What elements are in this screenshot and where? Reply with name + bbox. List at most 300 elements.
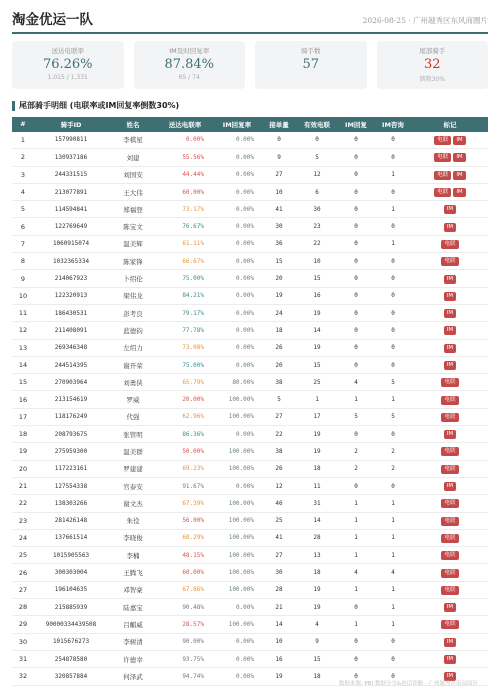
table-cell: 0 bbox=[374, 253, 412, 270]
table-cell: 0 bbox=[338, 599, 374, 616]
table-row bbox=[12, 287, 488, 304]
tail-rider-table bbox=[12, 117, 488, 686]
table-cell: 27 bbox=[262, 166, 296, 183]
table-cell: 9 bbox=[262, 149, 296, 166]
kpi-value: 32 bbox=[423, 56, 441, 72]
table-cell: 20.00% bbox=[158, 391, 212, 408]
table-cell: 16 bbox=[262, 650, 296, 667]
flag-badge: 电联 bbox=[441, 586, 458, 595]
table-cell: 48.15% bbox=[158, 547, 212, 564]
table-cell: 10 bbox=[262, 183, 296, 200]
table-cell: 18 bbox=[296, 460, 338, 477]
table-cell: 郑福登 bbox=[108, 201, 158, 218]
kpi-card-call-rate bbox=[12, 41, 124, 89]
table-cell: 41 bbox=[262, 529, 296, 546]
tag-cell bbox=[412, 391, 488, 408]
table-cell: 0.00% bbox=[212, 426, 262, 443]
table-cell: 陆嘉宝 bbox=[108, 599, 158, 616]
table-cell: 0 bbox=[338, 132, 374, 149]
table-cell: 张管明 bbox=[108, 426, 158, 443]
column-header: # bbox=[20, 120, 26, 128]
table-row bbox=[12, 304, 488, 321]
tag-cell bbox=[412, 253, 488, 270]
table-cell: 76.67% bbox=[158, 218, 212, 235]
tag-cell bbox=[412, 633, 488, 650]
table-row bbox=[12, 391, 488, 408]
table-cell: 14 bbox=[12, 356, 34, 373]
table-row bbox=[12, 339, 488, 356]
flag-badge: IM bbox=[453, 136, 465, 145]
table-cell: 23 bbox=[296, 218, 338, 235]
table-cell: 30 bbox=[296, 201, 338, 218]
table-cell: 13 bbox=[296, 547, 338, 564]
flag-badge: IM bbox=[453, 153, 465, 162]
table-cell: 0 bbox=[262, 132, 296, 149]
table-cell: 0 bbox=[338, 218, 374, 235]
tag-cell bbox=[412, 529, 488, 546]
table-cell: 55.56% bbox=[158, 149, 212, 166]
table-cell: 0 bbox=[338, 650, 374, 667]
table-cell: 0 bbox=[338, 356, 374, 373]
table-cell: 陈家锋 bbox=[108, 253, 158, 270]
tag-cell bbox=[412, 374, 488, 391]
flag-badge: IM bbox=[444, 638, 456, 647]
table-cell: 1 bbox=[374, 581, 412, 598]
table-cell: 0 bbox=[374, 304, 412, 321]
table-cell: 56.00% bbox=[158, 512, 212, 529]
table-cell: 6 bbox=[296, 183, 338, 200]
table-cell: 24 bbox=[12, 529, 34, 546]
tag-cell bbox=[412, 183, 488, 200]
table-row bbox=[12, 581, 488, 598]
table-cell: 26 bbox=[12, 564, 34, 581]
table-cell: 0 bbox=[374, 132, 412, 149]
table-cell: 11 bbox=[12, 304, 34, 321]
tag-cell bbox=[412, 304, 488, 321]
table-cell: 28 bbox=[262, 581, 296, 598]
table-cell: 1 bbox=[374, 529, 412, 546]
table-cell: 244331515 bbox=[34, 166, 108, 183]
table-cell: 79.17% bbox=[158, 304, 212, 321]
table-cell: 60.00% bbox=[158, 564, 212, 581]
table-cell: 0 bbox=[338, 668, 374, 685]
table-cell: 26 bbox=[262, 460, 296, 477]
table-cell: 19 bbox=[296, 599, 338, 616]
table-cell: 0 bbox=[374, 183, 412, 200]
kpi-label: 送达电联率 bbox=[51, 46, 84, 55]
table-cell: 15 bbox=[262, 253, 296, 270]
page-header bbox=[12, 0, 488, 28]
table-cell: 254878580 bbox=[34, 650, 108, 667]
table-cell: 73.08% bbox=[158, 339, 212, 356]
table-cell: 65.79% bbox=[158, 374, 212, 391]
table-cell: 1 bbox=[374, 495, 412, 512]
table-cell: 1 bbox=[338, 581, 374, 598]
table-row bbox=[12, 235, 488, 252]
table-cell: 3 bbox=[12, 166, 34, 183]
table-cell: 10 bbox=[296, 253, 338, 270]
table-cell: 14 bbox=[262, 616, 296, 633]
table-cell: 67.86% bbox=[158, 581, 212, 598]
table-cell: 1015905563 bbox=[34, 547, 108, 564]
table-cell: 4 bbox=[296, 616, 338, 633]
table-cell: 0.00% bbox=[212, 166, 262, 183]
table-cell: 0 bbox=[338, 235, 374, 252]
table-cell: 邓智豪 bbox=[108, 581, 158, 598]
table-cell: 117223161 bbox=[34, 460, 108, 477]
table-cell: 刘勇侠 bbox=[108, 374, 158, 391]
table-cell: 19 bbox=[296, 581, 338, 598]
table-cell: 5 bbox=[12, 201, 34, 218]
column-header: 有效电联 bbox=[304, 120, 330, 129]
table-cell: 36 bbox=[262, 235, 296, 252]
table-cell: 19 bbox=[12, 443, 34, 460]
table-cell: 100.00% bbox=[212, 529, 262, 546]
table-cell: 2 bbox=[374, 443, 412, 460]
flag-badge: IM bbox=[453, 171, 465, 180]
table-cell: 100.00% bbox=[212, 616, 262, 633]
kpi-sub: 65 / 74 bbox=[178, 73, 200, 81]
table-cell: 73.17% bbox=[158, 201, 212, 218]
flag-badge: 电联 bbox=[441, 240, 458, 249]
tag-cell bbox=[412, 235, 488, 252]
table-row bbox=[12, 218, 488, 235]
tag-cell bbox=[412, 460, 488, 477]
table-cell: 67.39% bbox=[158, 495, 212, 512]
table-row bbox=[12, 322, 488, 339]
table-cell: 1 bbox=[374, 547, 412, 564]
table-cell: 官泰安 bbox=[108, 477, 158, 494]
table-cell: 91.67% bbox=[158, 477, 212, 494]
table-cell: 罗威 bbox=[108, 391, 158, 408]
table-cell: 0.00% bbox=[212, 356, 262, 373]
table-cell: 19 bbox=[296, 339, 338, 356]
table-cell: 68.29% bbox=[158, 529, 212, 546]
table-cell: 王大伟 bbox=[108, 183, 158, 200]
table-cell: 25 bbox=[262, 512, 296, 529]
table-cell: 刘国安 bbox=[108, 166, 158, 183]
table-cell: 0 bbox=[374, 149, 412, 166]
table-cell: 蓝德钧 bbox=[108, 322, 158, 339]
flag-badge: 电联 bbox=[441, 378, 458, 387]
table-cell: 0 bbox=[374, 322, 412, 339]
table-cell: 215885939 bbox=[34, 599, 108, 616]
table-cell: 94.74% bbox=[158, 668, 212, 685]
table-cell: 25 bbox=[296, 374, 338, 391]
flag-badge: IM bbox=[444, 326, 456, 335]
table-cell: 19 bbox=[262, 668, 296, 685]
table-cell: 100.00% bbox=[212, 512, 262, 529]
table-cell: 0 bbox=[338, 426, 374, 443]
table-cell: 93.75% bbox=[158, 650, 212, 667]
tag-cell bbox=[412, 322, 488, 339]
table-cell: 1 bbox=[374, 391, 412, 408]
section-title: 尾部骑手明细 (电联率或IM回复率倒数30%) bbox=[12, 101, 488, 111]
tag-cell bbox=[412, 201, 488, 218]
table-row bbox=[12, 650, 488, 667]
table-cell: 8 bbox=[12, 253, 34, 270]
tag-cell bbox=[412, 426, 488, 443]
table-cell: 100.00% bbox=[212, 408, 262, 425]
table-row bbox=[12, 132, 488, 149]
table-cell: 0.00% bbox=[212, 633, 262, 650]
column-header: IM咨询 bbox=[382, 120, 404, 129]
flag-badge: 电联 bbox=[441, 465, 458, 474]
kpi-card-rider-count bbox=[255, 41, 367, 89]
table-row bbox=[12, 547, 488, 564]
table-cell: 61.11% bbox=[158, 235, 212, 252]
table-cell: 4 bbox=[338, 374, 374, 391]
table-cell: 122769649 bbox=[34, 218, 108, 235]
table-cell: 卜绍伦 bbox=[108, 270, 158, 287]
table-cell: 50.00% bbox=[158, 443, 212, 460]
flag-badge: 电联 bbox=[441, 569, 458, 578]
table-row bbox=[12, 460, 488, 477]
table-cell: 0 bbox=[338, 183, 374, 200]
table-cell: 100.00% bbox=[212, 564, 262, 581]
flag-badge: IM bbox=[453, 188, 465, 197]
table-cell: 38 bbox=[262, 443, 296, 460]
table-cell: 208793675 bbox=[34, 426, 108, 443]
table-cell: 213154619 bbox=[34, 391, 108, 408]
table-row bbox=[12, 599, 488, 616]
table-cell: 28 bbox=[12, 599, 34, 616]
tag-cell bbox=[412, 650, 488, 667]
table-cell: 0 bbox=[338, 166, 374, 183]
tag-cell bbox=[412, 132, 488, 149]
table-cell: 0 bbox=[374, 633, 412, 650]
table-body bbox=[12, 132, 488, 686]
tag-cell bbox=[412, 339, 488, 356]
table-cell: 7 bbox=[12, 235, 34, 252]
table-cell: 6 bbox=[12, 218, 34, 235]
table-cell: 12 bbox=[12, 322, 34, 339]
kpi-card-im-rate bbox=[134, 41, 246, 89]
table-cell: 19 bbox=[262, 287, 296, 304]
table-cell: 275959300 bbox=[34, 443, 108, 460]
table-cell: 17 bbox=[12, 408, 34, 425]
flag-badge: IM bbox=[444, 309, 456, 318]
table-cell: 20 bbox=[12, 460, 34, 477]
tag-cell bbox=[412, 356, 488, 373]
table-cell: 10 bbox=[12, 287, 34, 304]
flag-badge: IM bbox=[444, 223, 456, 232]
flag-badge: IM bbox=[444, 205, 456, 214]
table-cell: 270903964 bbox=[34, 374, 108, 391]
table-cell: 77.78% bbox=[158, 322, 212, 339]
table-cell: 122320913 bbox=[34, 287, 108, 304]
table-cell: 0.00% bbox=[212, 201, 262, 218]
table-cell: 130937186 bbox=[34, 149, 108, 166]
kpi-label: 尾部骑手 bbox=[419, 46, 446, 55]
table-cell: 0.00% bbox=[212, 270, 262, 287]
table-cell: 1 bbox=[12, 132, 34, 149]
table-cell: 46 bbox=[262, 495, 296, 512]
tag-cell bbox=[412, 149, 488, 166]
table-row bbox=[12, 270, 488, 287]
table-cell: 1 bbox=[374, 599, 412, 616]
table-cell: 157990811 bbox=[34, 132, 108, 149]
table-cell: 41 bbox=[262, 201, 296, 218]
table-cell: 1 bbox=[338, 547, 374, 564]
table-cell: 李晓俊 bbox=[108, 529, 158, 546]
column-header: 送达电联率 bbox=[168, 120, 202, 129]
table-cell: 69.23% bbox=[158, 460, 212, 477]
table-cell: 44.44% bbox=[158, 166, 212, 183]
table-cell: 66.67% bbox=[158, 253, 212, 270]
tag-cell bbox=[412, 166, 488, 183]
flag-badge: 电联 bbox=[434, 136, 451, 145]
table-cell: 陈宝文 bbox=[108, 218, 158, 235]
table-cell: 0 bbox=[374, 426, 412, 443]
flag-badge: 电联 bbox=[434, 171, 451, 180]
table-cell: 17 bbox=[296, 408, 338, 425]
table-cell: 1 bbox=[374, 616, 412, 633]
table-cell: 100.00% bbox=[212, 443, 262, 460]
table-cell: 4 bbox=[12, 183, 34, 200]
table-cell: 1 bbox=[374, 201, 412, 218]
table-cell: 27 bbox=[12, 581, 34, 598]
table-cell: 18 bbox=[12, 426, 34, 443]
table-cell: 5 bbox=[374, 408, 412, 425]
table-cell: 75.00% bbox=[158, 356, 212, 373]
table-cell: 0 bbox=[374, 356, 412, 373]
table-cell: 0.00% bbox=[212, 650, 262, 667]
table-cell: 31 bbox=[296, 495, 338, 512]
page-title: 淘金优运一队 bbox=[12, 12, 93, 28]
tag-cell bbox=[412, 599, 488, 616]
table-row bbox=[12, 149, 488, 166]
kpi-value: 57 bbox=[302, 56, 320, 72]
flag-badge: 电联 bbox=[441, 551, 458, 560]
table-cell: 114594841 bbox=[34, 201, 108, 218]
flag-badge: IM bbox=[444, 672, 456, 681]
table-cell: 18 bbox=[296, 564, 338, 581]
table-cell: 38 bbox=[262, 374, 296, 391]
table-cell: 0.00% bbox=[212, 132, 262, 149]
table-cell: 王腾飞 bbox=[108, 564, 158, 581]
table-cell: 21 bbox=[262, 599, 296, 616]
table-cell: 31 bbox=[12, 650, 34, 667]
table-row bbox=[12, 356, 488, 373]
table-cell: 90.48% bbox=[158, 599, 212, 616]
table-cell: 9 bbox=[296, 633, 338, 650]
flag-badge: IM bbox=[444, 482, 456, 491]
flag-badge: IM bbox=[444, 344, 456, 353]
table-row bbox=[12, 633, 488, 650]
table-cell: 1 bbox=[374, 235, 412, 252]
table-cell: 18 bbox=[296, 668, 338, 685]
table-cell: 30 bbox=[262, 218, 296, 235]
table-cell: 19 bbox=[296, 426, 338, 443]
kpi-sub: 倒数30% bbox=[419, 75, 445, 83]
table-cell: 0 bbox=[338, 633, 374, 650]
page-subtitle: 2026-08-25 · 广州越秀区东风商圈片 bbox=[362, 16, 488, 25]
table-cell: 25 bbox=[12, 547, 34, 564]
table-cell: 27 bbox=[262, 547, 296, 564]
table-cell: 0 bbox=[296, 132, 338, 149]
table-cell: 梁伟龙 bbox=[108, 287, 158, 304]
table-cell: 22 bbox=[296, 235, 338, 252]
table-cell: 0 bbox=[338, 201, 374, 218]
flag-badge: IM bbox=[444, 655, 456, 664]
table-cell: 0.00% bbox=[212, 235, 262, 252]
flag-badge: 电联 bbox=[441, 499, 458, 508]
table-row bbox=[12, 183, 488, 200]
table-cell: 1015676273 bbox=[34, 633, 108, 650]
table-cell: 0 bbox=[338, 253, 374, 270]
table-cell: 100.00% bbox=[212, 460, 262, 477]
kpi-value: 76.26% bbox=[42, 56, 93, 72]
table-cell: 0.00% bbox=[212, 149, 262, 166]
table-cell: 何泽武 bbox=[108, 668, 158, 685]
table-cell: 1 bbox=[374, 512, 412, 529]
table-cell: 0.00% bbox=[212, 339, 262, 356]
table-cell: 22 bbox=[12, 495, 34, 512]
table-cell: 0.00% bbox=[212, 253, 262, 270]
table-cell: 20 bbox=[262, 356, 296, 373]
column-header: 接单量 bbox=[269, 120, 289, 129]
flag-badge: 电联 bbox=[441, 620, 458, 629]
table-cell: 0 bbox=[374, 339, 412, 356]
table-cell: 4 bbox=[374, 564, 412, 581]
table-cell: 4 bbox=[338, 564, 374, 581]
table-cell: 29 bbox=[12, 616, 34, 633]
table-cell: 15 bbox=[296, 270, 338, 287]
flag-badge: 电联 bbox=[441, 413, 458, 422]
table-cell: 0 bbox=[374, 270, 412, 287]
table-row bbox=[12, 564, 488, 581]
table-cell: 28.57% bbox=[158, 616, 212, 633]
tag-cell bbox=[412, 443, 488, 460]
table-cell: 罗建建 bbox=[108, 460, 158, 477]
table-cell: 0 bbox=[338, 304, 374, 321]
header-divider bbox=[12, 32, 488, 34]
table-cell: 1 bbox=[338, 529, 374, 546]
table-cell: 138303266 bbox=[34, 495, 108, 512]
table-cell: 温美辉 bbox=[108, 235, 158, 252]
column-header: IM回复 bbox=[345, 120, 367, 129]
table-cell: 0 bbox=[338, 287, 374, 304]
table-cell: 代强 bbox=[108, 408, 158, 425]
table-cell: 16 bbox=[12, 391, 34, 408]
table-cell: 86.36% bbox=[158, 426, 212, 443]
table-cell: 0.00% bbox=[212, 599, 262, 616]
table-cell: 5 bbox=[262, 391, 296, 408]
table-cell: 80.00% bbox=[212, 374, 262, 391]
table-cell: 90.00% bbox=[158, 633, 212, 650]
table-cell: 0.00% bbox=[158, 132, 212, 149]
table-cell: 0 bbox=[338, 339, 374, 356]
table-cell: 24 bbox=[262, 304, 296, 321]
tag-cell bbox=[412, 270, 488, 287]
tag-cell bbox=[412, 408, 488, 425]
table-cell: 244514395 bbox=[34, 356, 108, 373]
table-row bbox=[12, 512, 488, 529]
table-cell: 118176249 bbox=[34, 408, 108, 425]
table-cell: 14 bbox=[296, 512, 338, 529]
table-cell: 0 bbox=[374, 477, 412, 494]
flag-badge: 电联 bbox=[441, 396, 458, 405]
flag-badge: 电联 bbox=[434, 153, 451, 162]
table-cell: 28 bbox=[296, 529, 338, 546]
tag-cell bbox=[412, 564, 488, 581]
table-row bbox=[12, 495, 488, 512]
kpi-cards bbox=[12, 41, 488, 89]
table-cell: 84.21% bbox=[158, 287, 212, 304]
kpi-label: 骑手数 bbox=[301, 46, 321, 55]
table-cell: 1 bbox=[338, 391, 374, 408]
